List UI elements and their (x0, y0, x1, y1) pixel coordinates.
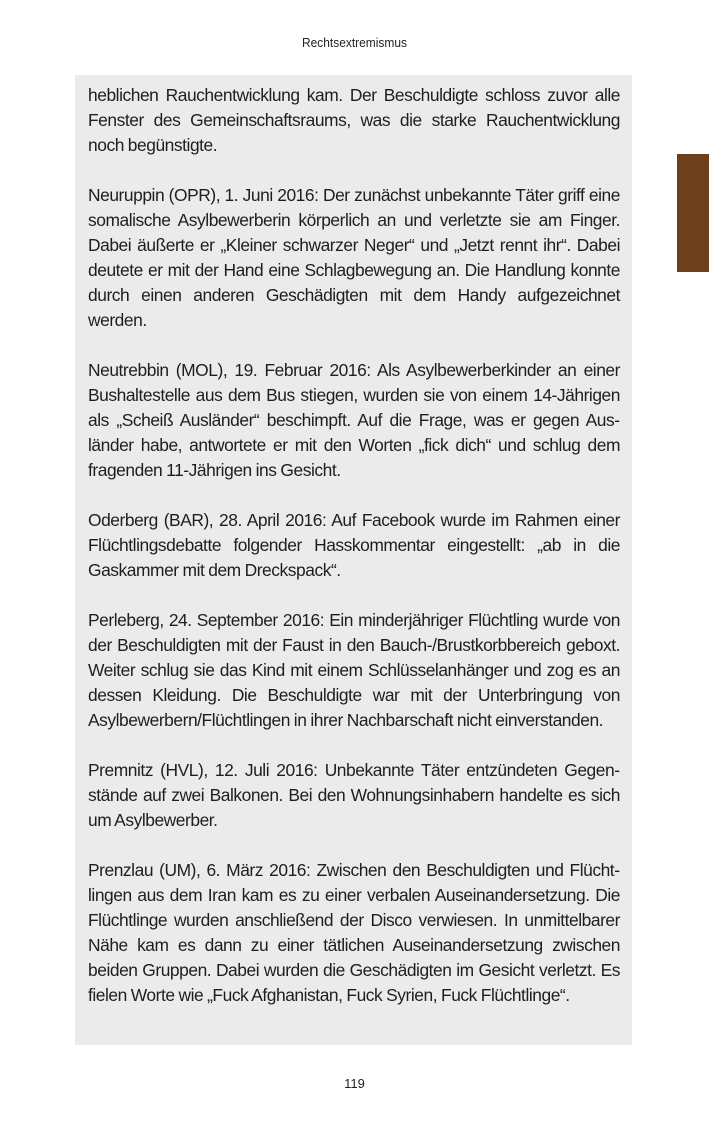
incident-entry: Premnitz (HVL), 12. Juli 2016: Unbekannte Täter entzündeten Gegenstände auf zwei Balkonen. Bei den Wohnungsinhabern handelte es sich um Asylbewerber. (88, 760, 620, 830)
chapter-thumb-tab (677, 154, 709, 272)
incident-entry: Prenzlau (UM), 6. März 2016: Zwischen den Beschuldigten und Flüchtlingen aus dem Iran kam es zu einer verbalen Auseinandersetzung. Die Flüchtlinge wurden anschließend der Disco verwiesen. In unmittelbarer Nähe kam es dann zu einer tätlichen Auseinandersetzung zwischen beiden Gruppen. Dabei wurden die Geschädigten im Gesicht verletzt. Es fielen Worte wie „Fuck Afghanistan, Fuck Syrien, Fuck Flüchtlinge“. (88, 860, 620, 1005)
incident-list (88, 83, 620, 1008)
running-header-title: Rechtsextremismus (301, 35, 407, 50)
content-box (75, 75, 632, 1045)
incident-entry: Neutrebbin (MOL), 19. Februar 2016: Als Asylbewerberkinder an einer Bushaltestelle aus dem Bus stiegen, wurden sie von einem 14-Jährigen als „Scheiß Ausländer“ beschimpft. Auf die Frage, was er gegen Ausländer habe, antwortete er mit den Worten „fick dich“ und schlug dem fragenden 11-Jährigen ins Gesicht. (88, 360, 620, 480)
page-number: 119 (344, 1076, 365, 1091)
incident-entry: heblichen Rauchentwicklung kam. Der Beschuldigte schloss zuvor alle Fenster des Gemeinschaftsraums, was die starke Rauchentwicklung noch begünstigte. (88, 85, 620, 155)
incident-entry: Neuruppin (OPR), 1. Juni 2016: Der zunächst unbekannte Täter griff eine somalische Asylbewerberin körperlich an und verletzte sie am Finger. Dabei äußerte er „Kleiner schwarzer Neger“ und „Jetzt rennt ihr“. Dabei deutete er mit der Hand eine Schlagbewegung an. Die Handlung konnte durch einen anderen Geschädigten mit dem Handy aufgezeichnet werden. (88, 185, 620, 330)
incident-entry: Perleberg, 24. September 2016: Ein minderjähriger Flüchtling wurde von der Beschuldigten mit der Faust in den Bauch-/Brustkorbbereich geboxt. Weiter schlug sie das Kind mit einem Schlüsselanhänger und zog es an dessen Kleidung. Die Beschuldigte war mit der Unterbringung von Asylbewerbern/Flüchtlingen in ihrer Nachbarschaft nicht einverstanden. (88, 610, 620, 730)
incident-entry: Oderberg (BAR), 28. April 2016: Auf Facebook wurde im Rahmen einer Flüchtlingsdebatte folgender Hasskommentar eingestellt: „ab in die Gaskammer mit dem Dreckspack“. (88, 510, 620, 580)
